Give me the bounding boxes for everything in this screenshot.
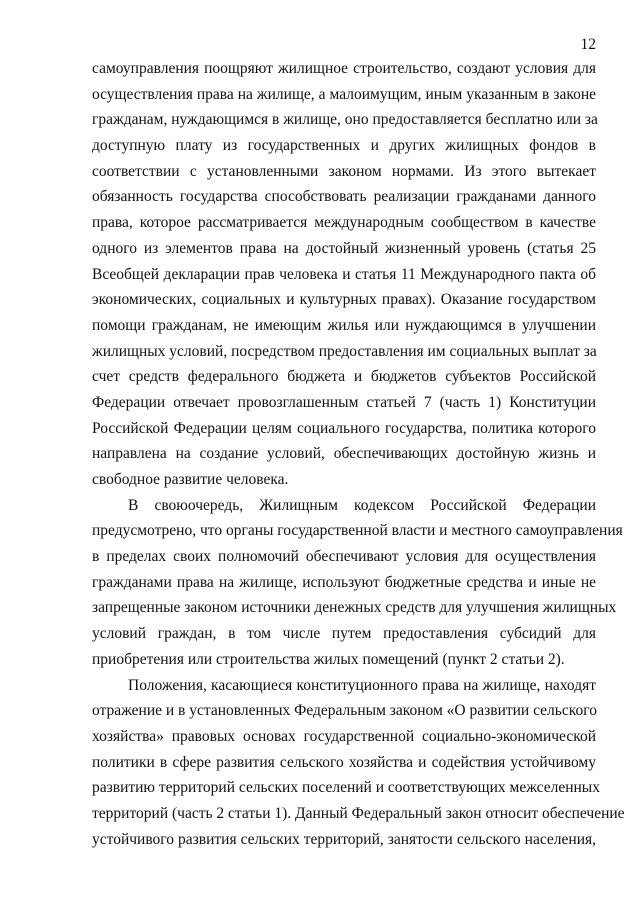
text-line: запрещенные законом источники денежных средств для улучшения жилищных bbox=[92, 599, 617, 617]
text-line: доступную плату из государственных и других жилищных фондов в bbox=[92, 137, 596, 155]
text-line: В своюочередь, Жилищным кодексом Российской Федерации bbox=[128, 496, 596, 514]
text-line: экономических, социальных и культурных правах). Оказание государством bbox=[92, 291, 596, 309]
text-line: Всеобщей декларации прав человека и статья 11 Международного пакта об bbox=[92, 265, 596, 283]
page-number: 12 bbox=[580, 36, 596, 53]
text-line: соответствии с установленными законом нормами. Из этого вытекает bbox=[92, 162, 596, 180]
text-line: Российской Федерации целям социального государства, политика которого bbox=[92, 419, 596, 437]
text-line: счет средств федерального бюджета и бюджетов субъектов Российской bbox=[92, 368, 596, 386]
text-line: условий граждан, в том числе путем предоставления субсидий для bbox=[92, 625, 596, 643]
paragraph bbox=[92, 673, 625, 853]
text-line: свободное развитие человека. bbox=[92, 471, 289, 488]
document-body bbox=[92, 56, 625, 852]
text-line: развитию территорий сельских поселений и соответствующих межселенных bbox=[92, 779, 600, 797]
paragraph bbox=[92, 493, 623, 673]
text-line: самоуправления поощряют жилищное строительство, создают условия для bbox=[92, 60, 596, 77]
text-line: гражданам, нуждающимся в жилище, оно предоставляется бесплатно или за bbox=[92, 111, 598, 129]
text-line: жилищных условий, посредством предоставления им социальных выплат за bbox=[92, 342, 597, 360]
text-line: осуществления права на жилище, а малоимущим, иным указанным в законе bbox=[92, 85, 596, 103]
text-line: гражданами права на жилище, используют бюджетные средства и иные не bbox=[92, 573, 596, 591]
text-line: одного из элементов права на достойный жизненный уровень (статья 25 bbox=[92, 239, 596, 257]
text-line: территорий (часть 2 статьи 1). Данный Федеральный закон относит обеспечение bbox=[92, 804, 625, 822]
text-line: помощи гражданам, не имеющим жилья или нуждающимся в улучшении bbox=[92, 316, 596, 334]
text-line: в пределах своих полномочий обеспечивают условия для осуществления bbox=[92, 548, 596, 566]
text-line: Федерации отвечает провозглашенным статьей 7 (часть 1) Конституции bbox=[92, 393, 596, 411]
text-line: отражение и в установленных Федеральным законом «О развитии сельского bbox=[92, 702, 597, 720]
text-line: обязанность государства способствовать реализации гражданами данного bbox=[92, 188, 596, 206]
paragraph bbox=[92, 56, 596, 493]
text-line: права, которое рассматривается международным сообществом в качестве bbox=[92, 214, 596, 232]
text-line: приобретения или строительства жилых помещений (пункт 2 статьи 2). bbox=[92, 650, 565, 668]
text-line: политики в сфере развития сельского хозяйства и содействия устойчивому bbox=[92, 753, 596, 771]
text-line: Положения, касающиеся конституционного права на жилище, находят bbox=[128, 676, 596, 694]
text-line: хозяйства» правовых основах государственной социально-экономической bbox=[92, 727, 596, 745]
text-line: устойчивого развития сельских территорий, занятости сельского населения, bbox=[92, 830, 596, 848]
text-line: предусмотрено, что органы государственной власти и местного самоуправления bbox=[92, 522, 623, 540]
text-line: направлена на создание условий, обеспечивающих достойную жизнь и bbox=[92, 445, 596, 463]
